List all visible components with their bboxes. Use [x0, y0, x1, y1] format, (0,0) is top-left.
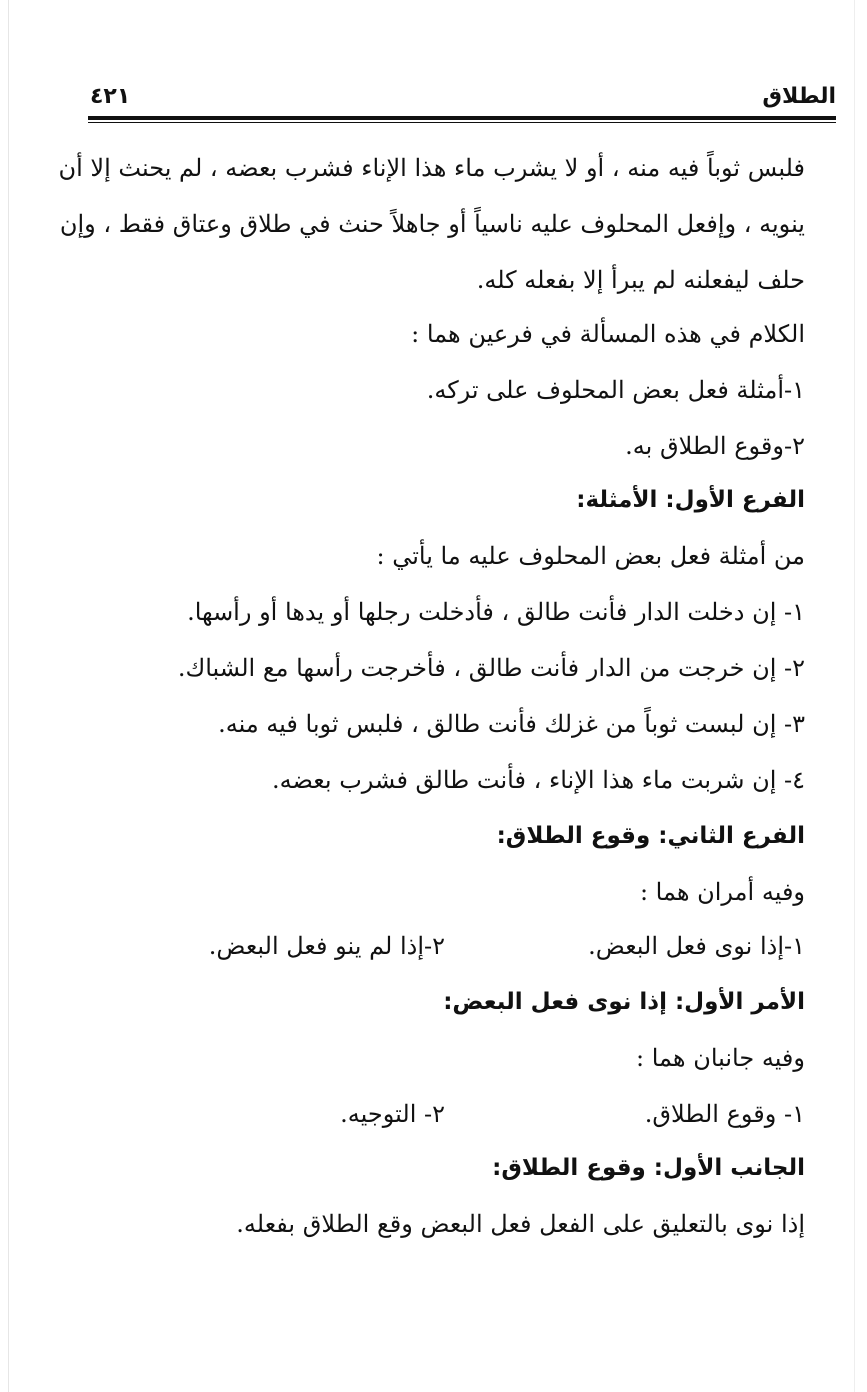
column-item-2: ٢-إذا لم ينو فعل البعض.: [208, 932, 445, 960]
header-rule-thick: [88, 116, 836, 120]
branch-item-1: ١-أمثلة فعل بعض المحلوف على تركه.: [426, 376, 805, 404]
scan-edge-right: [854, 0, 855, 1392]
running-header-title: الطلاق: [762, 84, 836, 109]
running-header: [88, 80, 836, 116]
section-heading-divorce: الفرع الثاني: وقوع الطلاق:: [496, 823, 805, 849]
example-item-2: ٢- إن خرجت من الدار فأنت طالق ، فأخرجت رأسها مع الشباك.: [177, 654, 805, 682]
scan-edge-left: [8, 0, 9, 1392]
paragraph-line-2: ينويه ، وإفعل المحلوف عليه ناسياً أو جاهلاً حنث في طلاق وعتاق فقط ، وإن: [59, 210, 805, 238]
example-item-4: ٤- إن شربت ماء هذا الإناء ، فأنت طالق فشرب بعضه.: [272, 766, 805, 794]
example-item-3: ٣- إن لبست ثوباً من غزلك فأنت طالق ، فلبس ثوبا فيه منه.: [218, 710, 805, 738]
column-item-1: ١-إذا نوى فعل البعض.: [588, 932, 805, 960]
section-intro-divorce: وفيه أمران هما :: [639, 878, 805, 906]
paragraph-line-1: فلبس ثوباً فيه منه ، أو لا يشرب ماء هذا الإناء فشرب بعضه ، لم يحنث إلا أن: [58, 154, 805, 182]
page-number: ٤٢١: [90, 84, 131, 109]
paragraph-line-3: حلف ليفعلنه لم يبرأ إلا بفعله كله.: [476, 266, 805, 294]
column-item-3: ١- وقوع الطلاق.: [644, 1100, 805, 1128]
aspect-heading-first: الجانب الأول: وقوع الطلاق:: [492, 1155, 805, 1181]
matter-intro: وفيه جانبان هما :: [636, 1044, 805, 1072]
section-heading-examples: الفرع الأول: الأمثلة:: [576, 487, 805, 513]
aspect-text: إذا نوى بالتعليق على الفعل فعل البعض وقع الطلاق بفعله.: [236, 1210, 805, 1238]
column-item-4: ٢- التوجيه.: [340, 1100, 445, 1128]
example-item-1: ١- إن دخلت الدار فأنت طالق ، فأدخلت رجلها أو يدها أو رأسها.: [187, 598, 805, 626]
branch-item-2: ٢-وقوع الطلاق به.: [625, 432, 805, 460]
intro-text: الكلام في هذه المسألة في فرعين هما :: [411, 320, 805, 348]
section-intro-examples: من أمثلة فعل بعض المحلوف عليه ما يأتي :: [376, 542, 805, 570]
matter-heading-first: الأمر الأول: إذا نوى فعل البعض:: [443, 989, 805, 1015]
header-rule-thin: [88, 122, 836, 123]
